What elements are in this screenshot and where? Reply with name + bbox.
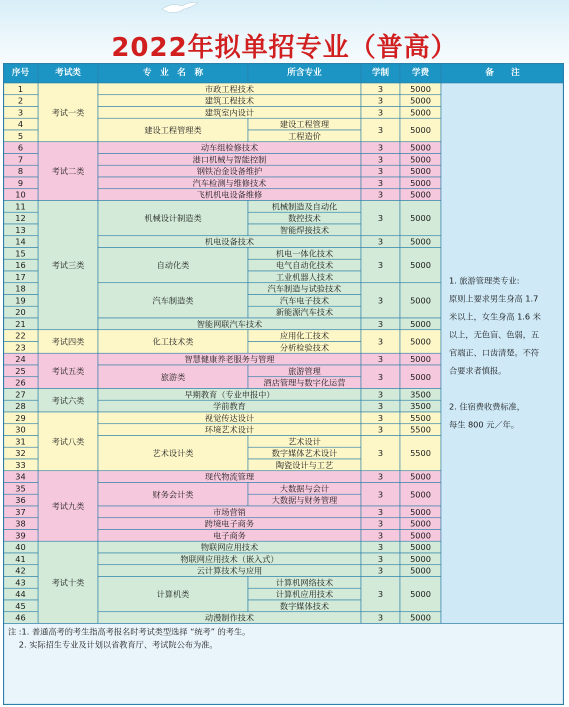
serial-number: 16 [15, 260, 26, 271]
dove-icon [160, 0, 200, 16]
major-name: 早期教育（专业申报中） [184, 389, 275, 400]
serial-number: 8 [17, 166, 24, 177]
fee-value: 5000 [410, 236, 431, 247]
duration-value: 3 [377, 189, 384, 200]
category-label: 考试十类 [51, 577, 85, 588]
duration-value: 3 [377, 424, 384, 435]
serial-number: 26 [15, 377, 26, 388]
category-label: 考试四类 [51, 336, 85, 347]
duration-value: 3 [377, 542, 384, 553]
serial-number: 17 [15, 271, 26, 282]
sub-major-name: 陶瓷设计与工艺 [275, 459, 334, 470]
serial-number: 23 [15, 342, 26, 353]
duration-value: 3 [377, 412, 384, 423]
duration-value: 3 [377, 318, 384, 329]
fee-value: 5000 [410, 371, 431, 382]
major-name: 物联网应用技术（嵌入式） [180, 553, 279, 564]
major-name: 物联网应用技术 [200, 542, 259, 553]
sub-major-name: 数字媒体技术 [279, 600, 330, 611]
fee-value: 5000 [410, 107, 431, 118]
footnote-line: 2. 实际招生专业及计划以省教育厅、考试院公布为准。 [8, 639, 218, 650]
serial-number: 13 [15, 224, 26, 235]
duration-value: 3 [377, 236, 384, 247]
sub-major-name: 旅游管理 [288, 365, 321, 376]
serial-number: 42 [15, 565, 26, 576]
category-label: 考试一类 [51, 107, 85, 118]
duration-value: 3 [377, 389, 384, 400]
serial-number: 9 [17, 177, 24, 188]
fee-value: 5000 [410, 336, 431, 347]
fee-value: 5000 [410, 542, 431, 553]
category-label: 考试三类 [51, 260, 85, 271]
fee-value: 5000 [410, 260, 431, 271]
duration-value: 3 [377, 177, 384, 188]
sub-major-name: 大数据与财务管理 [271, 495, 338, 506]
major-name: 艺术设计类 [152, 448, 194, 459]
major-name: 建筑工程技术 [204, 95, 255, 106]
duration-value: 3 [377, 518, 384, 529]
serial-number: 33 [15, 459, 26, 470]
fee-value: 5000 [410, 354, 431, 365]
duration-value: 3 [377, 354, 384, 365]
duration-value: 3 [377, 166, 384, 177]
category-label: 考试二类 [51, 166, 85, 177]
serial-number: 45 [15, 600, 26, 611]
sub-major-name: 大数据与会计 [279, 483, 330, 494]
major-name: 智能网联汽车技术 [196, 318, 263, 329]
serial-number: 32 [15, 448, 26, 459]
fee-value: 5000 [410, 83, 431, 94]
category-label: 考试八类 [51, 436, 85, 447]
serial-number: 7 [17, 154, 24, 165]
serial-number: 40 [15, 542, 26, 553]
header-label: 所含专业 [287, 68, 322, 78]
major-name: 跨境电子商务 [204, 518, 255, 529]
fee-value: 5000 [410, 125, 431, 135]
serial-number: 46 [15, 612, 26, 623]
page-title: 2022年拟单招专业（普高） [111, 33, 458, 63]
fee-value: 5000 [410, 154, 431, 165]
duration-value: 3 [377, 260, 384, 271]
duration-value: 3 [377, 471, 384, 482]
duration-value: 3 [377, 213, 384, 224]
serial-number: 30 [15, 424, 26, 435]
fee-value: 5000 [410, 589, 431, 600]
serial-number: 28 [15, 401, 26, 412]
fee-value: 5000 [410, 506, 431, 517]
sub-major-name: 计算机应用技术 [275, 589, 334, 600]
fee-value: 5000 [410, 553, 431, 564]
duration-value: 3 [377, 154, 384, 165]
fee-value: 5000 [410, 471, 431, 482]
sub-major-name: 数控技术 [288, 213, 321, 224]
serial-number: 4 [17, 119, 24, 130]
major-name: 动车组检修技术 [200, 142, 259, 153]
serial-number: 2 [17, 95, 24, 106]
major-name: 化工技术类 [152, 336, 194, 347]
serial-number: 6 [17, 142, 24, 153]
header-label: 考试类 [55, 68, 81, 78]
sub-major-name: 计算机网络技术 [275, 577, 334, 588]
sub-major-name: 艺术设计 [288, 436, 321, 447]
serial-number: 41 [15, 553, 26, 564]
fee-value: 5000 [410, 530, 431, 541]
serial-number: 20 [15, 307, 26, 318]
header-label: 学制 [371, 68, 390, 78]
major-name: 汽车制造类 [152, 295, 194, 306]
duration-value: 3 [377, 553, 384, 564]
serial-number: 44 [15, 589, 26, 600]
header-label: 备 注 [485, 68, 520, 78]
serial-number: 22 [15, 330, 26, 341]
major-name: 动漫制作技术 [204, 612, 255, 623]
duration-value: 3 [377, 371, 384, 382]
serial-number: 1 [17, 83, 24, 94]
serial-number: 10 [15, 189, 26, 200]
remark-line: 合要求者慎报。 [449, 365, 507, 376]
major-name: 市政工程技术 [204, 83, 255, 94]
sub-major-name: 应用化工技术 [279, 330, 330, 341]
serial-number: 31 [15, 436, 26, 447]
duration-value: 3 [377, 401, 384, 412]
sub-major-name: 建设工程管理 [279, 119, 330, 130]
serial-number: 12 [15, 213, 26, 224]
duration-value: 3 [377, 295, 384, 306]
serial-number: 15 [15, 248, 26, 259]
fee-value: 5000 [410, 166, 431, 177]
fee-value: 5000 [410, 95, 431, 106]
major-name: 机电设备技术 [204, 236, 255, 247]
major-name: 视觉传达设计 [204, 412, 255, 423]
header-label: 序号 [11, 68, 30, 78]
duration-value: 3 [377, 506, 384, 517]
sub-major-name: 汽车电子技术 [279, 295, 330, 306]
sub-major-name: 机械制造及自动化 [271, 201, 338, 212]
serial-number: 14 [15, 236, 26, 247]
major-name: 财务会计类 [152, 489, 194, 500]
duration-value: 3 [377, 448, 384, 459]
remark-line: 官端正、口齿清楚。不符 [449, 347, 540, 358]
fee-value: 5500 [410, 424, 431, 435]
fee-value: 5000 [410, 612, 431, 623]
duration-value: 3 [377, 142, 384, 153]
major-name: 机械设计制造类 [144, 213, 202, 224]
fee-value: 5000 [410, 189, 431, 200]
major-name: 环境艺术设计 [204, 424, 255, 435]
fee-value: 3500 [410, 401, 431, 412]
duration-value: 3 [377, 336, 384, 347]
enrollment-table [3, 63, 564, 705]
sub-major-name: 工程造价 [288, 130, 321, 141]
sub-major-name: 汽车制造与试验技术 [267, 283, 342, 294]
serial-number: 38 [15, 518, 26, 529]
fee-value: 5500 [410, 448, 431, 459]
major-name: 飞机机电设备维修 [196, 189, 263, 200]
duration-value: 3 [377, 530, 384, 541]
category-label: 考试五类 [51, 365, 85, 376]
major-name: 旅游类 [160, 371, 186, 382]
serial-number: 11 [15, 201, 26, 212]
sub-major-name: 电气自动化技术 [275, 260, 334, 271]
fee-value: 5000 [410, 295, 431, 306]
major-name: 市场营销 [213, 506, 246, 517]
major-name: 自动化类 [156, 260, 190, 271]
remark-line: 2. 住宿费收费标准， [449, 401, 525, 412]
serial-number: 25 [15, 365, 26, 376]
duration-value: 3 [377, 612, 384, 623]
major-name: 云计算技术与应用 [196, 565, 263, 576]
header-label: 学费 [411, 68, 430, 78]
major-name: 汽车检测与维修技术 [192, 177, 267, 188]
sub-major-name: 酒店管理与数字化运营 [263, 377, 346, 388]
serial-number: 34 [15, 471, 26, 482]
duration-value: 3 [377, 589, 384, 600]
fee-value: 5000 [410, 518, 431, 529]
duration-value: 3 [377, 489, 384, 500]
serial-number: 27 [15, 389, 26, 400]
sub-major-name: 数字媒体艺术设计 [271, 448, 338, 459]
serial-number: 24 [15, 354, 26, 365]
major-name: 学前教育 [213, 401, 246, 412]
remark-line: 原则上要求男生身高 1.7 [449, 293, 539, 304]
serial-number: 18 [15, 283, 26, 294]
remark-line: 米以上，女生身高 1.6 米 [449, 311, 541, 322]
header-label: 专 业 名 称 [142, 68, 204, 78]
duration-value: 3 [377, 565, 384, 576]
serial-number: 29 [15, 412, 26, 423]
major-name: 钢铁冶金设备维护 [196, 166, 263, 177]
serial-number: 43 [15, 577, 26, 588]
major-name: 建筑室内设计 [204, 107, 255, 118]
fee-value: 3500 [410, 389, 431, 400]
remark-line: 1. 旅游管理类专业: [449, 275, 520, 286]
category-label: 考试六类 [51, 395, 85, 406]
duration-value: 3 [377, 107, 384, 118]
category-label: 考试九类 [51, 501, 85, 511]
duration-value: 3 [377, 83, 384, 94]
footnote-line: 注 :1. 普通高考的考生指高考报名时考试类型选择 “统考” 的考生。 [8, 626, 251, 637]
major-name: 建设工程管理类 [144, 125, 202, 135]
duration-value: 3 [377, 125, 384, 135]
serial-number: 21 [15, 318, 26, 329]
serial-number: 3 [17, 107, 24, 118]
fee-value: 5000 [410, 318, 431, 329]
fee-value: 5500 [410, 412, 431, 423]
sub-major-name: 新能源汽车技术 [275, 307, 334, 318]
remark-line: 每生 800 元／年。 [449, 419, 519, 430]
sub-major-name: 分析检验技术 [279, 342, 330, 353]
fee-value: 5000 [410, 142, 431, 153]
sub-major-name: 工业机器人技术 [275, 271, 334, 282]
fee-value: 5000 [410, 489, 431, 500]
sub-major-name: 机电一体化技术 [275, 248, 334, 259]
serial-number: 19 [15, 295, 26, 306]
fee-value: 5000 [410, 177, 431, 188]
sub-major-name: 智能焊接技术 [279, 224, 330, 235]
duration-value: 3 [377, 95, 384, 106]
remark-line: 以上，无色盲、色弱，五 [449, 329, 540, 340]
major-name: 计算机类 [156, 589, 190, 600]
major-name: 智慧健康养老服务与管理 [184, 354, 275, 365]
major-name: 港口机械与智能控制 [192, 154, 267, 165]
serial-number: 36 [15, 495, 26, 506]
fee-value: 5000 [410, 565, 431, 576]
serial-number: 35 [15, 483, 26, 494]
serial-number: 37 [15, 506, 26, 517]
serial-number: 39 [15, 530, 26, 541]
fee-value: 5000 [410, 213, 431, 224]
serial-number: 5 [17, 130, 24, 141]
major-name: 电子商务 [213, 530, 246, 541]
major-name: 现代物流管理 [204, 471, 255, 482]
